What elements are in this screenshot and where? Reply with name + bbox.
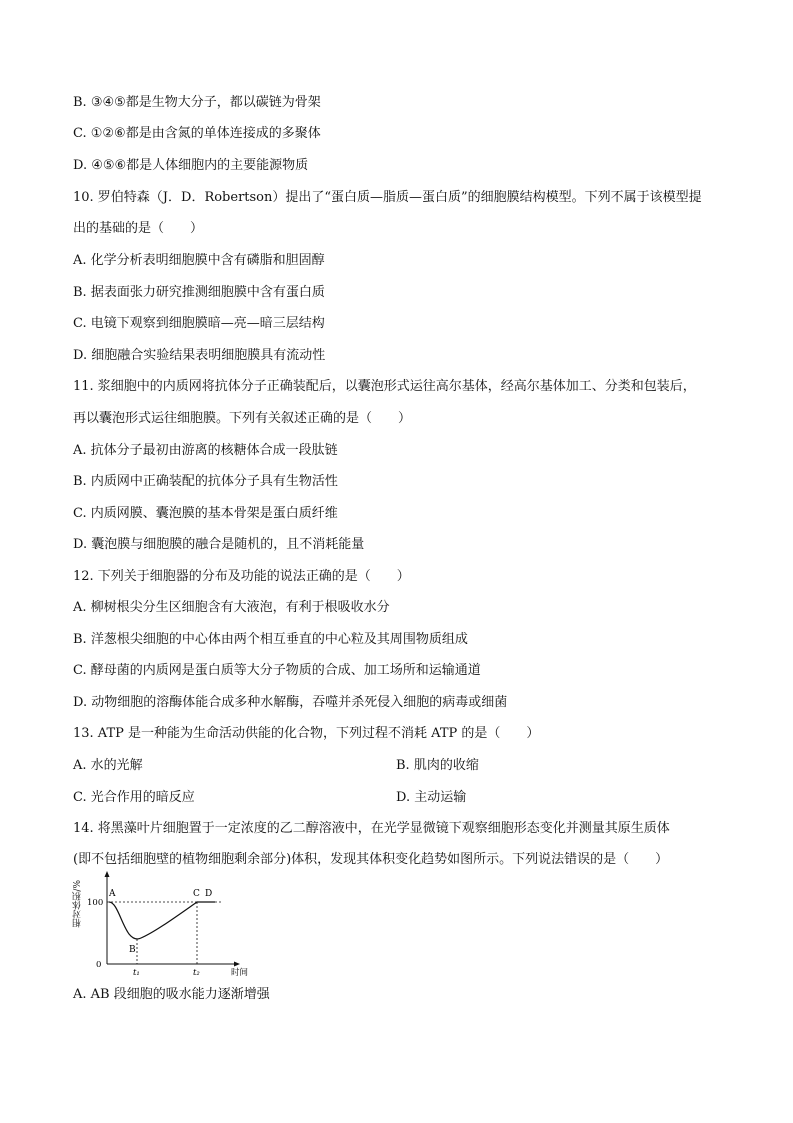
q11-option-d: D. 囊泡膜与细胞膜的融合是随机的，且不消耗能量 <box>73 537 365 552</box>
q10-stem-line1: 10. 罗伯特森（J．D．Robertson）提出了“蛋白质—脂质—蛋白质”的细胞膜结构模型。下列不属于该模型提 <box>73 190 702 205</box>
volume-curve-svg <box>73 868 263 978</box>
q10-option-b: B. 据表面张力研究推测细胞膜中含有蛋白质 <box>73 285 325 300</box>
q11-option-c: C. 内质网膜、囊泡膜的基本骨架是蛋白质纤维 <box>73 506 338 521</box>
q10-option-a: A. 化学分析表明细胞膜中含有磷脂和胆固醇 <box>73 253 325 268</box>
origin-label: 0 <box>96 960 102 970</box>
q11-option-a: A. 抗体分子最初由游离的核糖体合成一段肽链 <box>73 443 338 458</box>
q9-option-b: B. ③④⑤都是生物大分子，都以碳链为骨架 <box>73 95 321 110</box>
y-axis-arrow <box>105 871 110 877</box>
q10-option-d: D. 细胞融合实验结果表明细胞膜具有流动性 <box>73 348 326 363</box>
q13-option-b: B. 肌肉的收缩 <box>396 758 479 773</box>
x-axis-arrow <box>234 962 240 967</box>
q11-stem-line2: 再以囊泡形式运往细胞膜。下列有关叙述正确的是（ ） <box>73 411 412 426</box>
q12-stem: 12. 下列关于细胞器的分布及功能的说法正确的是（ ） <box>73 569 410 584</box>
q13-option-d: D. 主动运输 <box>396 790 467 805</box>
q14-stem-line2: (即不包括细胞壁的植物细胞剩余部分)体积，发现其体积变化趋势如图所示。下列说法错误的是（ ） <box>73 852 669 867</box>
q10-option-c: C. 电镜下观察到细胞膜暗—亮—暗三层结构 <box>73 316 325 331</box>
volume-curve <box>109 902 215 939</box>
x-axis-label: 时间 <box>231 968 249 978</box>
q14-option-a: A. AB 段细胞的吸水能力逐渐增强 <box>73 987 270 1002</box>
q12-option-c: C. 酵母菌的内质网是蛋白质等大分子物质的合成、加工场所和运输通道 <box>73 663 481 678</box>
q11-option-b: B. 内质网中正确装配的抗体分子具有生物活性 <box>73 474 338 489</box>
y-axis-label: 相对体积/% <box>73 880 83 928</box>
point-b-label: B <box>129 945 136 955</box>
point-d-label: D <box>205 889 213 899</box>
q12-option-a: A. 柳树根尖分生区细胞含有大液泡，有利于根吸收水分 <box>73 600 390 615</box>
q13-stem: 13. ATP 是一种能为生命活动供能的化合物，下列过程不消耗 ATP 的是（ ） <box>73 726 540 741</box>
q14-stem-line1: 14. 将黑藻叶片细胞置于一定浓度的乙二醇溶液中，在光学显微镜下观察细胞形态变化并测量其原生质体 <box>73 821 670 836</box>
t2-label: t₂ <box>193 968 200 978</box>
q10-stem-line2: 出的基础的是（ ） <box>73 221 204 236</box>
q13-option-c: C. 光合作用的暗反应 <box>73 790 195 805</box>
q12-option-b: B. 洋葱根尖细胞的中心体由两个相互垂直的中心粒及其周围物质组成 <box>73 632 468 647</box>
q9-option-c: C. ①②⑥都是由含氮的单体连接成的多聚体 <box>73 126 321 141</box>
y-tick-100: 100 <box>87 898 104 908</box>
t1-label: t₁ <box>133 968 140 978</box>
q9-option-d: D. ④⑤⑥都是人体细胞内的主要能源物质 <box>73 158 309 173</box>
point-c-label: C <box>193 889 200 899</box>
q11-stem-line1: 11. 浆细胞中的内质网将抗体分子正确装配后，以囊泡形式运往高尔基体，经高尔基体加工、分类和包装后， <box>73 379 696 394</box>
point-a-label: A <box>109 889 116 899</box>
q12-option-d: D. 动物细胞的溶酶体能合成多种水解酶，吞噬并杀死侵入细胞的病毒或细菌 <box>73 695 508 710</box>
volume-curve-figure <box>73 868 263 978</box>
q13-option-a: A. 水的光解 <box>73 758 143 773</box>
